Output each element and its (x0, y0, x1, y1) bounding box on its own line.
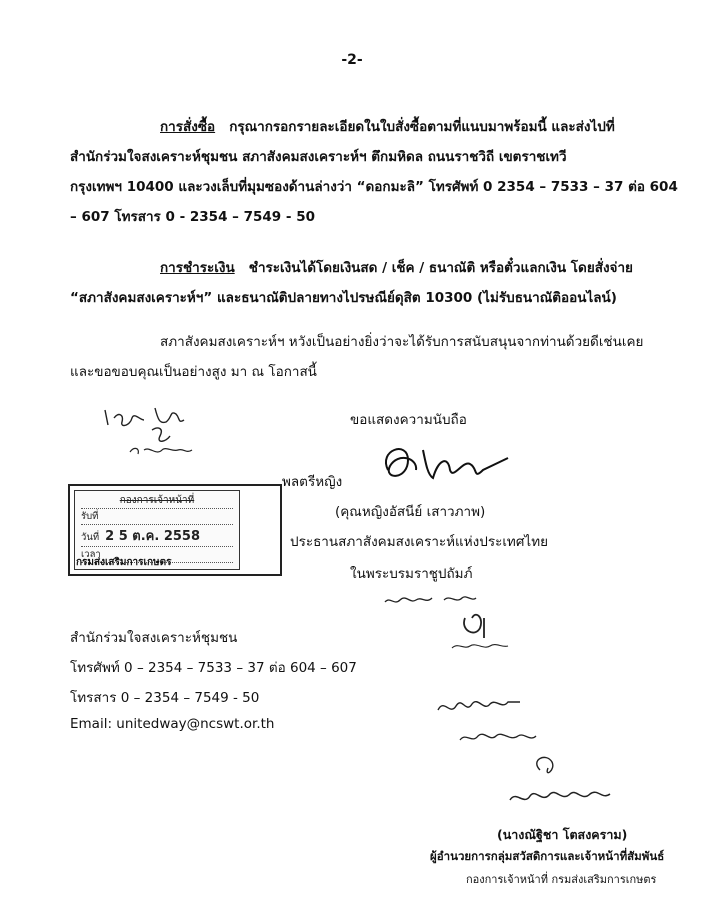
receipt-stamp (68, 484, 282, 576)
handwritten-note-top-left (100, 400, 210, 460)
stamp-date-label: วันที่ (81, 532, 100, 543)
payment-line-2: “สภาสังคมสงเคราะห์ฯ” และธนาณัติปลายทางไปรษณีย์ดุสิต 10300 (ไม่รับธนาณัติออนไลน์) (70, 290, 617, 306)
page-number: -2- (341, 52, 363, 68)
stamp-time-label: เวลา (81, 549, 101, 560)
approver-name: (นางณัฐิชา โตสงคราม) (497, 827, 628, 842)
order-line-4: – 607 โทรสาร 0 - 2354 – 7549 - 50 (70, 209, 315, 225)
payment-line-1 (160, 253, 633, 283)
stamp-office: กองการเจ้าหน้าที่ (81, 493, 233, 509)
handwritten-note-middle-right (380, 588, 530, 658)
closing-line-2: และขอขอบคุณเป็นอย่างสูง มา ณ โอกาสนี้ (70, 364, 317, 380)
signature-position: ประธานสภาสังคมสงเคราะห์แห่งประเทศไทย (290, 534, 549, 550)
stamp-department: กรมส่งเสริมการเกษตร (76, 557, 172, 568)
signature-patronage: ในพระบรมราชูปถัมภ์ (350, 566, 473, 582)
stamp-date-row (81, 525, 233, 547)
order-text-1: กรุณากรอกรายละเอียดในใบสั่งซื้อตามที่แนบมาพร้อมนี้ และส่งไปที่ (229, 119, 615, 135)
contact-fax: โทรสาร 0 – 2354 – 7549 - 50 (70, 690, 260, 706)
contact-email: Email: unitedway@ncswt.or.th (70, 716, 275, 732)
order-heading: การสั่งซื้อ (160, 119, 216, 135)
signature-name: (คุณหญิงอัสนีย์ เสาวภาพ) (335, 504, 486, 520)
stamp-date-value: 2 5 ต.ค. 2558 (105, 529, 201, 544)
stamp-received-no (81, 509, 233, 525)
payment-heading: การชำระเงิน (160, 260, 235, 276)
signature-rank: พลตรีหญิง (282, 474, 343, 490)
contact-phone: โทรศัพท์ 0 – 2354 – 7533 – 37 ต่อ 604 – 607 (70, 660, 357, 676)
payment-text-1: ชำระเงินได้โดยเงินสด / เช็ค / ธนาณัติ หรือตั๋วแลกเงิน โดยสั่งจ่าย (248, 260, 633, 276)
handwritten-note-bottom-right (430, 690, 660, 820)
order-line-2: สำนักร่วมใจสงเคราะห์ชุมชน สภาสังคมสงเคราะห์ฯ ตึกมหิดล ถนนราชวิถี เขตราชเทวี (70, 149, 567, 165)
president-signature (378, 440, 518, 490)
closing-line-1: สภาสังคมสงเคราะห์ฯ หวังเป็นอย่างยิ่งว่าจะได้รับการสนับสนุนจากท่านด้วยดีเช่นเคย (160, 334, 644, 350)
order-line-3: กรุงเทพฯ 10400 และวงเล็บที่มุมซองด้านล่างว่า “ดอกมะลิ” โทรศัพท์ 0 2354 – 7533 – 37 ต่อ 604 (70, 179, 678, 195)
signature-regards: ขอแสดงความนับถือ (350, 412, 467, 428)
approver-department: กองการเจ้าหน้าที่ กรมส่งเสริมการเกษตร (466, 873, 657, 886)
approver-title: ผู้อำนวยการกลุ่มสวัสดิการและเจ้าหน้าที่สัมพันธ์ (430, 849, 665, 863)
order-line-1 (160, 112, 615, 142)
stamp-received-no-label: รับที่ (81, 511, 99, 522)
contact-office: สำนักร่วมใจสงเคราะห์ชุมชน (70, 630, 238, 646)
